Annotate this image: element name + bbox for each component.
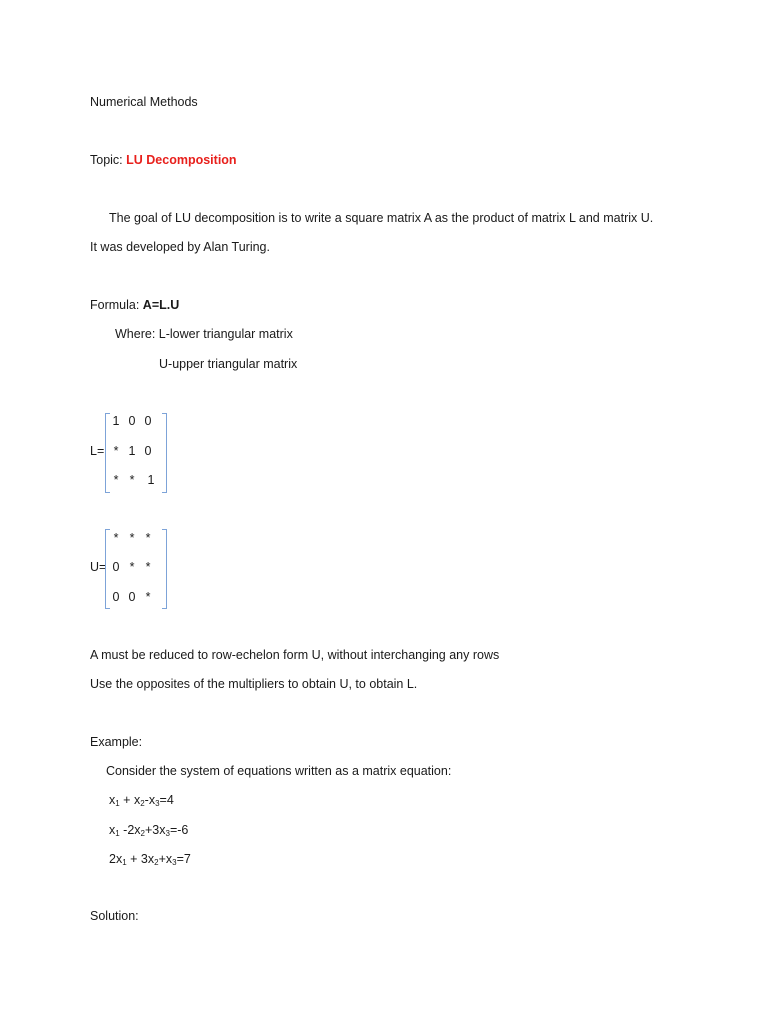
topic-label: Topic: [90,153,127,167]
equation-subscript: 2 [140,799,145,808]
equation-term: -x [144,793,156,807]
matrix-u-cell: 0 [112,560,120,574]
where-line-l [115,326,293,342]
equation-term: + 3x [126,852,155,866]
equation-subscript: 2 [154,858,159,867]
matrix-l-label: L= [90,444,105,458]
topic-value: LU Decomposition [126,153,237,167]
where-l-definition: L-lower triangular matrix [158,327,293,341]
matrix-l-cell: * [113,444,119,458]
equation-term: +x [158,852,173,866]
equation-term: -2x [119,823,141,837]
matrix-u-label: U= [90,560,107,574]
formula-label: Formula: [90,298,143,312]
equation-3 [109,851,191,867]
intro-paragraph-line-2: It was developed by Alan Turing. [90,240,270,254]
formula-value: A=L.U [142,298,180,312]
matrix-l-cell: * [113,473,119,487]
matrix-l-cell: 1 [147,473,155,487]
matrix-l-cell: 1 [112,414,120,428]
matrix-u-right-bracket [162,529,167,609]
equation-term: + x [119,793,141,807]
matrix-u-cell: * [145,531,151,545]
matrix-u-cell: * [113,531,119,545]
equation-term: =4 [159,793,174,807]
equation-1 [109,792,174,808]
example-label: Example: [90,735,143,749]
matrix-l-cell: 0 [144,414,152,428]
equation-subscript: 1 [122,858,127,867]
equation-subscript: 1 [115,799,120,808]
matrix-u-cell: * [145,590,151,604]
matrix-l-right-bracket [162,413,167,493]
matrix-l-cell: 0 [144,444,152,458]
intro-paragraph-line-1: The goal of LU decomposition is to write a square matrix A as the product of matrix L and matrix U. [109,211,654,225]
where-label: Where: [115,327,159,341]
matrix-l-cell: 1 [128,444,136,458]
matrix-u-cell: 0 [128,590,136,604]
equation-term: =7 [176,852,191,866]
equation-term: =-6 [169,823,189,837]
equation-term: x [109,793,116,807]
matrix-l-cell: 0 [128,414,136,428]
matrix-u-cell: 0 [112,590,120,604]
equation-term: 2x [109,852,123,866]
equation-2 [109,822,188,838]
matrix-u-cell: * [129,560,135,574]
solution-label: Solution: [90,909,139,923]
matrix-l-cell: * [129,473,135,487]
subject-heading: Numerical Methods [90,95,198,109]
equation-subscript: 3 [172,858,177,867]
equation-subscript: 1 [115,829,120,838]
equation-term: x [109,823,116,837]
rule-line-2: Use the opposites of the multipliers to obtain U, to obtain L. [90,677,418,691]
example-intro: Consider the system of equations written as a matrix equation: [106,764,452,778]
rule-line-1: A must be reduced to row-echelon form U, without interchanging any rows [90,648,500,662]
where-u-definition: U-upper triangular matrix [159,357,298,371]
equation-subscript: 2 [140,829,145,838]
matrix-u-cell: * [129,531,135,545]
matrix-u-cell: * [145,560,151,574]
equation-subscript: 3 [155,799,160,808]
equation-term: +3x [145,823,166,837]
equation-subscript: 3 [165,829,170,838]
formula-line [90,297,179,313]
topic-line [90,152,237,168]
